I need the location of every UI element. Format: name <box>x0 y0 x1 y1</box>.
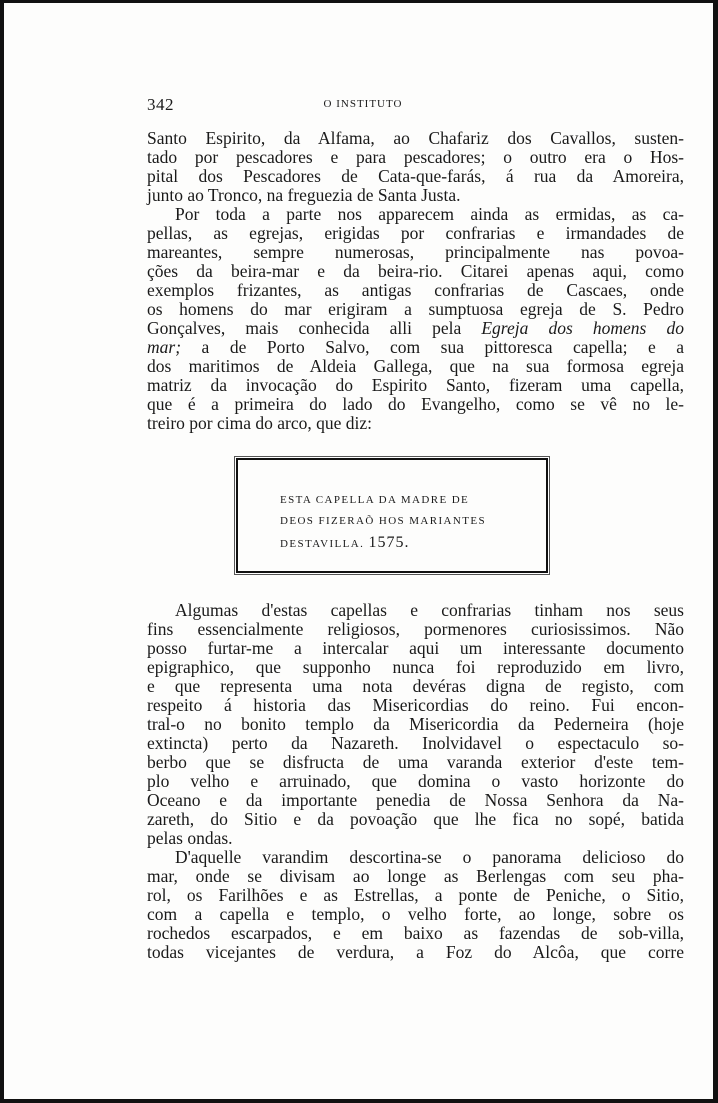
paragraph-2 <box>147 205 684 433</box>
text-line: treiro por cima do arco, que diz: <box>147 413 372 433</box>
text-line: Por toda a parte nos apparecem ainda as ermidas, as ca- <box>175 204 684 224</box>
paragraph-3 <box>147 601 684 848</box>
text-line: rol, os Farilhões e as Estrellas, a ponte de Peniche, o Sitio, <box>147 885 684 905</box>
text-line: Santo Espirito, da Alfama, ao Chafariz dos Cavallos, susten- <box>147 128 684 148</box>
text-line: D'aquelle varandim descortina-se o panorama delicioso do <box>175 847 684 867</box>
italic-title-end: mar; <box>147 337 182 357</box>
text-line <box>147 319 684 338</box>
text-line: junto ao Tronco, na freguezia de Santa Justa. <box>147 185 461 205</box>
inscription-line: DEOS FIZERAÕ HOS MARIANTES <box>280 515 486 527</box>
text-line: tado por pescadores e para pescadores; o outro era o Hos- <box>147 147 684 167</box>
text-line: berbo que se disfructa de uma varanda exterior d'este tem- <box>147 752 684 772</box>
body-text-top <box>147 129 684 433</box>
inscription-box <box>236 458 548 573</box>
text-line: epigraphico, que supponho nunca foi reproduzido em livro, <box>147 657 684 677</box>
text-line: pellas, as egrejas, erigidas por confrarias e irmandades de <box>147 223 684 243</box>
text-line: Oceano e da importante penedia de Nossa Senhora da Na- <box>147 790 684 810</box>
text-line: pelas ondas. <box>147 828 233 848</box>
text-segment: Gonçalves, mais conhecida alli pela <box>147 318 462 338</box>
text-line: ções da beira-mar e da beira-rio. Citarei apenas aqui, como <box>147 261 684 281</box>
text-line: extincta) perto da Nazareth. Inolvidavel o espectaculo so- <box>147 733 684 753</box>
text-line: que é a primeira do lado do Evangelho, como se vê no le- <box>147 394 684 414</box>
page-number: 342 <box>147 95 174 114</box>
paragraph-1 <box>147 129 684 205</box>
text-line: os homens do mar erigiram a sumptuosa egreja de S. Pedro <box>147 299 684 319</box>
text-line: pital dos Pescadores de Cata-que-farás, á rua da Amoreira, <box>147 166 684 186</box>
text-line: Algumas d'estas capellas e confrarias tinham nos seus <box>175 600 684 620</box>
text-line: com a capella e templo, o velho forte, ao longe, sobre os <box>147 904 684 924</box>
text-line: mareantes, sempre numerosas, principalmente nas povoa- <box>147 242 684 262</box>
inscription-text <box>280 490 486 555</box>
running-title: O INSTITUTO <box>323 98 403 110</box>
text-line: plo velho e arruinado, que domina o vasto horizonte do <box>147 771 684 791</box>
inscription-line: ESTA CAPELLA DA MADRE DE <box>280 494 470 506</box>
text-segment: a de Porto Salvo, com sua pittoresca capella; e a <box>201 337 684 357</box>
text-line: dos maritimos de Aldeia Gallega, que na sua formosa egreja <box>147 356 684 376</box>
page-header <box>147 95 579 119</box>
italic-title: Egreja dos homens do <box>481 318 684 338</box>
text-line: matriz da invocação do Espirito Santo, fizeram uma capella, <box>147 375 684 395</box>
text-line: zareth, do Sitio e da povoação que lhe fica no sopé, batida <box>147 809 684 829</box>
text-line: e que representa uma nota devéras digna de registo, com <box>147 676 684 696</box>
text-line: fins essencialmente religiosos, pormenores curiosissimos. Não <box>147 619 684 639</box>
inscription-year: 1575. <box>368 534 410 551</box>
text-line: rochedos escarpados, e em baixo as fazendas de sob-villa, <box>147 923 684 943</box>
text-line: exemplos frizantes, as antigas confrarias de Cascaes, onde <box>147 280 684 300</box>
text-line: tral-o no bonito templo da Misericordia da Pederneira (hoje <box>147 714 684 734</box>
text-line: mar, onde se divisam ao longe as Berlengas com seu pha- <box>147 866 684 886</box>
text-line: posso furtar-me a intercalar aqui um interessante documento <box>147 638 684 658</box>
text-line: todas vicejantes de verdura, a Foz do Alcôa, que corre <box>147 942 684 962</box>
text-line: respeito á historia das Misericordias do reino. Fui encon- <box>147 695 684 715</box>
inscription-word: DESTAVILLA. <box>280 538 365 550</box>
paragraph-4 <box>147 848 684 962</box>
inscription-line <box>280 532 486 555</box>
body-text-bottom <box>147 601 684 962</box>
text-line <box>147 338 684 357</box>
